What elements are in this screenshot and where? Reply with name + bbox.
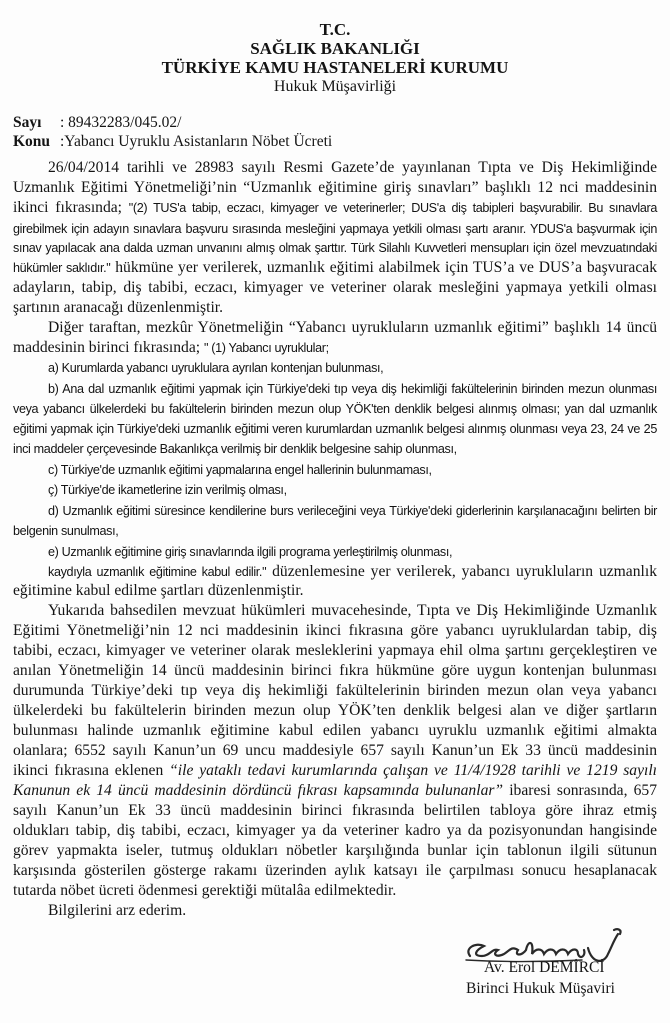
quoted-regulation: "(2) TUS'a tabip, eczacı, kimyager ve veterinerler; DUS'a diş tabipleri başvurabilir. Bu sınavlara	[128, 201, 657, 215]
body-line: tutarda nöbet ücreti ödenmesi gerektiği mütalâa edilmektedir.	[13, 882, 397, 899]
quoted-law-italic: “ile yataklı tedavi kurumlarında çalışan ve 11/4/1928 tarihli ve 1219 sayılı	[169, 762, 658, 779]
text-serif: ikinci fıkrasında;	[13, 199, 129, 216]
body-line: oldukları tabip, diş tabibi, eczacı, kimyager ya da veteriner kadro ya da pozisyonundan hangisinde	[13, 822, 657, 839]
regulation-item-e: e) Uzmanlık eğitimine giriş sınavlarında ilgili programa yerleştirilmiş olunması,	[48, 545, 453, 559]
konu-label: Konu	[13, 133, 51, 150]
regulation-item-b: eğitimi yapmak için Türkiye'deki uzmanlık eğitimi veren kurumlardan uzmanlık belgesi alınmış olunması veya 23, 24 ve 25	[13, 422, 657, 436]
body-line: bulunması halinde uzmanlık eğitimine kabul edilen yabancı uyruklu uzmanlık eğitimi almakta	[13, 722, 657, 739]
body-line: eğitimine kabul edilme şartları düzenlenmiştir.	[13, 582, 304, 599]
text-serif: hükmüne yer verilerek, uzmanlık eğitimi alabilmek için TUS’a ve DUS’a başvuracak	[110, 259, 657, 276]
quoted-law-italic: Kanunun ek 14 üncü maddesinin dördüncü fıkrası kapsamında bulunanlar”	[13, 782, 504, 799]
header-tc: T.C.	[319, 20, 351, 39]
body-line: Uzmanlık Eğitimi Yönetmeliği’nin “Uzmanlık eğitimine giriş sınavları” başlıklı 12 nci maddesinin	[13, 179, 657, 196]
body-line	[13, 781, 657, 801]
regulation-item-c: c) Türkiye'de uzmanlık eğitimi yapmalarına engel hallerinin bulunmaması,	[48, 463, 432, 477]
body-line: durumunda Türkiye’deki tıp veya diş hekimliği fakültelerinin birinden mezun olan veya yabancı	[13, 682, 657, 699]
text-serif: maddesinin birinci fıkrasında;	[13, 339, 204, 356]
body-line	[13, 338, 657, 358]
body-line: karşısında gösterilen gösterge rakamı üzerinden aylık katsayı ile çarpılması sonucu hesaplanacak	[13, 862, 657, 879]
text-serif: düzenlemesine yer verilerek, yabancı uyrukluların uzmanlık	[266, 563, 657, 580]
signatory-title: Birinci Hukuk Müşaviri	[466, 980, 615, 997]
text-serif: ikinci fıkrasına eklenen	[13, 762, 170, 779]
quoted-regulation: hükümler saklıdır."	[13, 261, 111, 275]
sayi-value: : 89432283/045.02/	[60, 114, 182, 131]
body-line	[13, 761, 657, 781]
regulation-item-b: veya yabancı ülkelerdeki bu fakültelerin birinden mezun olup YÖK'ten denklik belgesi alınmış olması; yan dal uzmanlık	[13, 402, 657, 416]
konu-value: :Yabancı Uyruklu Asistanların Nöbet Ücreti	[60, 133, 333, 150]
body-line: tabibi, eczacı, kimyager ve veteriner olarak mesleklerini yapmaya ehil olma şartını gerçekleştiren ve	[13, 642, 657, 659]
header-department: Hukuk Müşavirliği	[273, 78, 397, 95]
quoted-regulation-line: girebilmek için adayın sınavlara başvuru sırasında mesleğini yapmaya yetkili olması şartı aranır. YDUS'a başvurmak için	[13, 222, 657, 236]
body-line: sayılı Kanun’un Ek 33 üncü maddesinin birinci fıkrasında belirtilen tabloya göre ihraz etmiş	[13, 802, 657, 819]
body-line: anılan Yönetmeliğin 14 üncü maddesinin birinci fıkra hükmüne göre uygun kontenjan bulunması	[13, 662, 657, 679]
body-line	[48, 562, 657, 582]
text-serif: ibaresi sonrasında, 657	[503, 782, 657, 799]
regulation-item-b: b) Ana dal uzmanlık eğitimi yapmak için Türkiye'deki tıp veya diş hekimliği fakültelerinin birinden mezun olunması	[48, 382, 657, 396]
body-line: 26/04/2014 tarihli ve 28983 sayılı Resmi Gazete’de yayınlanan Tıpta ve Diş Hekimliğinde	[48, 159, 657, 176]
body-line	[13, 258, 657, 278]
meta-sayi	[13, 114, 181, 132]
quoted-regulation: kaydıyla uzmanlık eğitimine kabul edilir."	[48, 565, 267, 579]
quoted-regulation: " (1) Yabancı uyruklular;	[203, 341, 329, 355]
body-line: adayların, tabip, diş tabibi, eczacı, kimyager ve veteriner olarak mesleğini yapmaya yetkili olması	[13, 279, 657, 296]
header-ministry: SAĞLIK BAKANLIĞI	[250, 39, 420, 58]
meta-konu	[13, 133, 332, 151]
body-line	[13, 198, 657, 218]
body-line: Eğitimi Yönetmeliği’nin 12 nci maddesinin ikinci fıkrasına göre yabancı uyruklulardan tabip, diş	[13, 622, 657, 639]
regulation-item-b: inci maddeler çerçevesinde Bakanlıkça verilmiş bir denklik belgesine sahip olunması,	[13, 442, 457, 456]
closing-line: Bilgilerini arz ederim.	[48, 902, 187, 919]
sayi-label: Sayı	[13, 114, 42, 131]
body-line: görev yapmakta iseler, tutmuş oldukları nöbetler karşılığında bunlar için tablonun ilgili sütunun	[13, 842, 657, 859]
signatory-name: Av. Erol DEMİRCİ	[484, 959, 605, 976]
body-line: olanlara; 6552 sayılı Kanun’un 69 uncu maddesiyle 657 sayılı Kanun’un Ek 33 üncü maddesinin	[13, 742, 657, 759]
regulation-item-d: belgenin sunulması,	[13, 524, 119, 538]
regulation-item-a: a) Kurumlarda yabancı uyruklulara ayrılan kontenjan bulunması,	[48, 361, 384, 375]
body-line: şartının aranacağı düzenlenmiştir.	[13, 299, 224, 316]
regulation-item-d: d) Uzmanlık eğitimi süresince kendilerine burs verileceğini veya Türkiye'deki giderlerinin karşılanacağını belirten bir	[48, 504, 657, 518]
quoted-regulation-line: sınav yapılacak ana dalda uzman unvanını almış olmak şarttır. Türk Silahlı Kuvvetleri mensupları için özel mevzuatındaki	[13, 241, 657, 255]
header-institution: TÜRKİYE KAMU HASTANELERİ KURUMU	[161, 58, 509, 77]
body-line: ülkelerdeki bu fakültelerin birinden mezun olup YÖK’ten denklik belgesi alan ve diğer şartların	[13, 702, 657, 719]
regulation-item-cc: ç) Türkiye'de ikametlerine izin verilmiş olması,	[48, 483, 287, 497]
body-line: Yukarıda bahsedilen mevzuat hükümleri muvacehesinde, Tıpta ve Diş Hekimliğinde Uzmanlık	[48, 602, 657, 619]
body-line: Diğer taraftan, mezkûr Yönetmeliğin “Yabancı uyrukluların uzmanlık eğitimi” başlıklı 14 üncü	[48, 319, 657, 336]
